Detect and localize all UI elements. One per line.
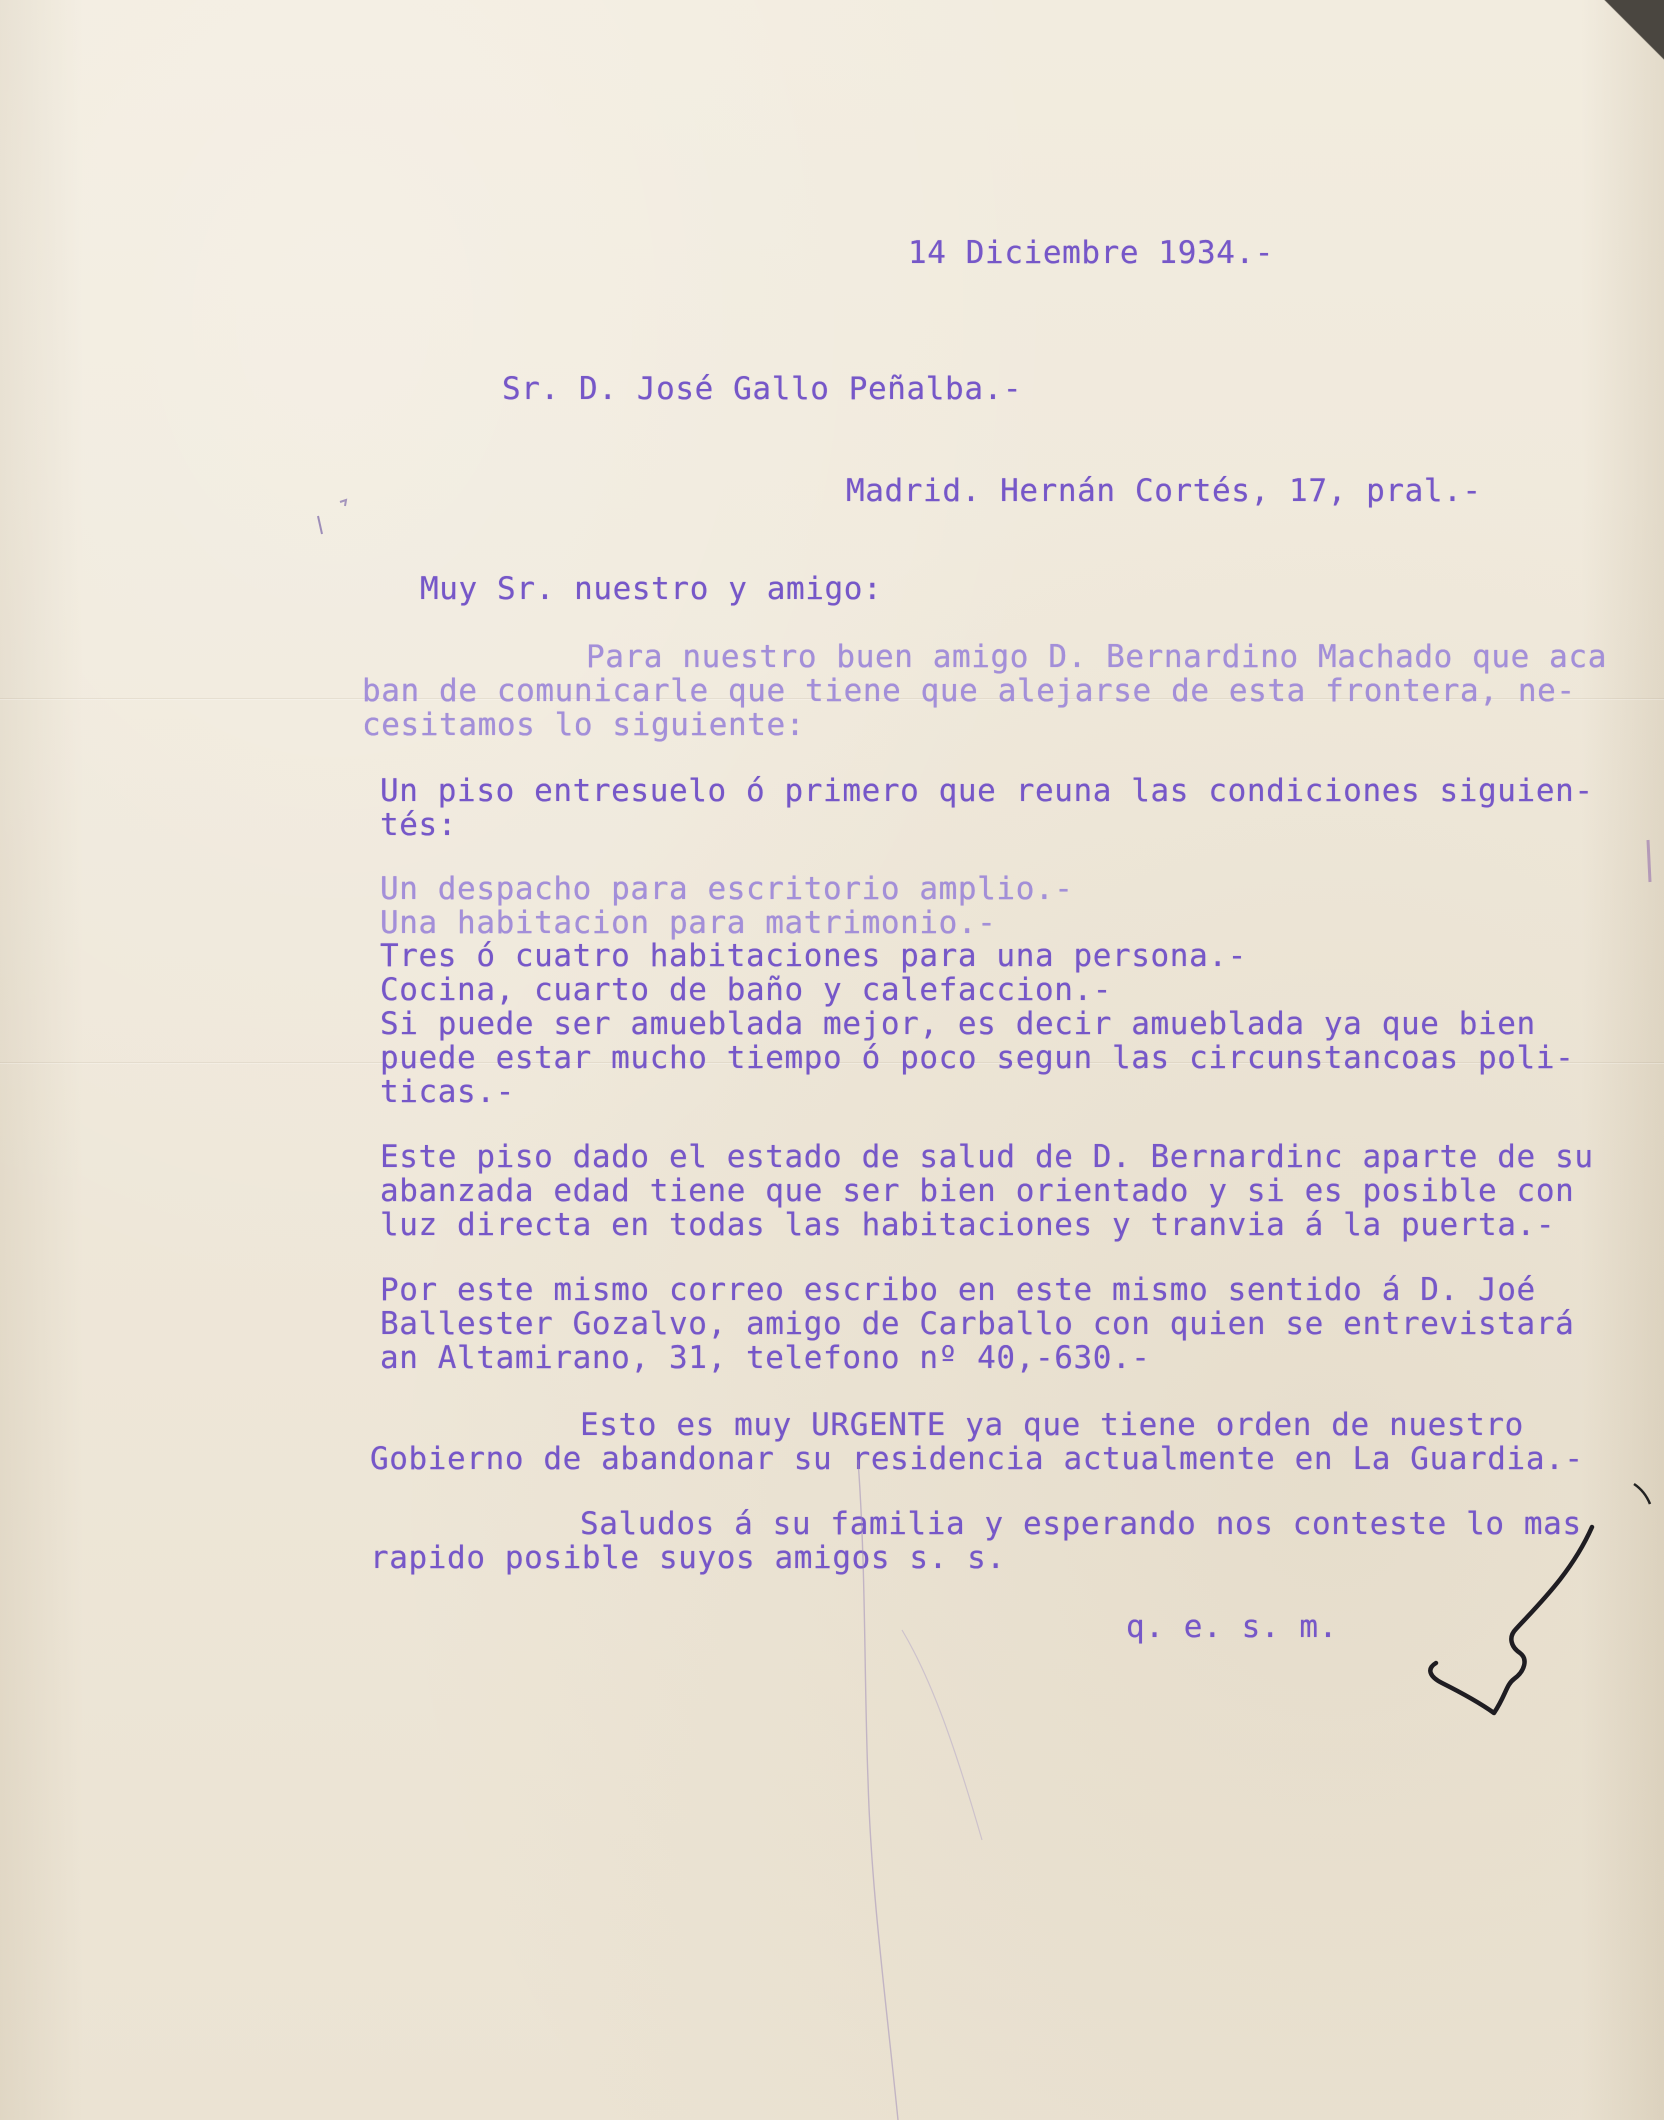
ink-speck bbox=[310, 482, 370, 542]
body-line: Para nuestro buen amigo D. Bernardino Machado que aca bbox=[586, 639, 1607, 675]
body-line: Esto es muy URGENTE ya que tiene orden de nuestro bbox=[580, 1407, 1524, 1443]
body-line: Si puede ser amueblada mejor, es decir amueblada ya que bien bbox=[380, 1006, 1536, 1042]
body-line: Por este mismo correo escribo en este mismo sentido á D. Joé bbox=[380, 1272, 1536, 1308]
body-line: ban de comunicarle que tiene que alejarse de esta frontera, ne- bbox=[362, 673, 1576, 709]
body-line: tés: bbox=[380, 807, 458, 843]
body-line: abanzada edad tiene que ser bien orientado y si es posible con bbox=[380, 1173, 1575, 1209]
recipient-name: Sr. D. José Gallo Peñalba.- bbox=[502, 371, 1023, 407]
body-line: Un despacho para escritorio amplio.- bbox=[380, 871, 1074, 907]
body-line: Una habitacion para matrimonio.- bbox=[380, 905, 997, 941]
body-line: Cocina, cuarto de baño y calefaccion.- bbox=[380, 972, 1113, 1008]
body-line: Este piso dado el estado de salud de D. Bernardinc aparte de su bbox=[380, 1139, 1594, 1175]
body-line: ticas.- bbox=[380, 1074, 515, 1110]
closing-abbreviation: q. e. s. m. bbox=[1126, 1609, 1338, 1645]
letter-date: 14 Diciembre 1934.- bbox=[908, 235, 1275, 271]
edge-mark bbox=[1638, 830, 1656, 890]
salutation: Muy Sr. nuestro y amigo: bbox=[420, 571, 883, 607]
recipient-address: Madrid. Hernán Cortés, 17, pral.- bbox=[846, 473, 1482, 509]
body-line: puede estar mucho tiempo ó poco segun las circunstancoas poli- bbox=[380, 1040, 1575, 1076]
torn-corner bbox=[1594, 0, 1664, 70]
body-line: Ballester Gozalvo, amigo de Carballo con quien se entrevistará bbox=[380, 1306, 1575, 1342]
body-line: Saludos á su familia y esperando nos conteste lo mas bbox=[580, 1506, 1582, 1542]
body-line: cesitamos lo siguiente: bbox=[362, 707, 806, 743]
body-line: Un piso entresuelo ó primero que reuna las condiciones siguien- bbox=[380, 773, 1594, 809]
body-line: Gobierno de abandonar su residencia actualmente en La Guardia.- bbox=[370, 1441, 1584, 1477]
edge-mark bbox=[1630, 1478, 1654, 1508]
body-line: Tres ó cuatro habitaciones para una persona.- bbox=[380, 938, 1247, 974]
handwritten-signature bbox=[1422, 1517, 1608, 1727]
body-line: an Altamirano, 31, telefono nº 40,-630.- bbox=[380, 1340, 1151, 1376]
body-line: luz directa en todas las habitaciones y tranvia á la puerta.- bbox=[380, 1207, 1556, 1243]
body-line: rapido posible suyos amigos s. s. bbox=[370, 1540, 1006, 1576]
